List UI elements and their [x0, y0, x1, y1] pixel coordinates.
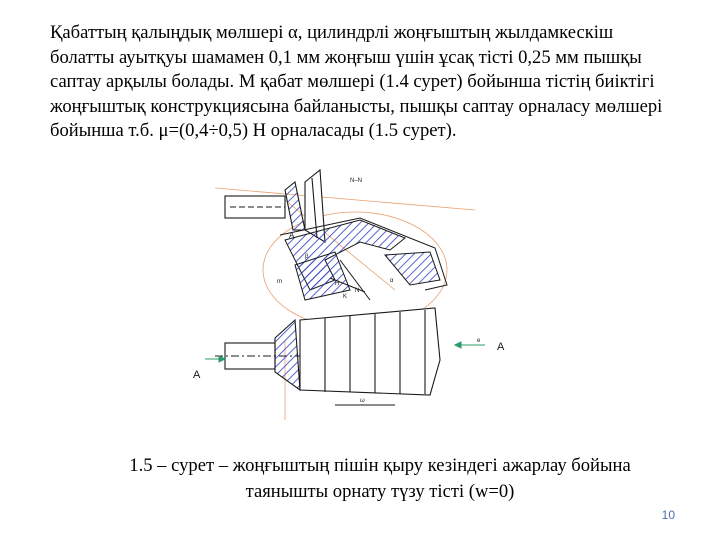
- label-e: e: [477, 338, 481, 344]
- label-a-right: A: [497, 341, 505, 353]
- label-section: N–N: [350, 178, 363, 184]
- cutter-tooth-diagram: [185, 160, 545, 430]
- label-n: N: [355, 288, 360, 294]
- label-k: K: [343, 294, 348, 300]
- label-a-top: A: [289, 231, 295, 240]
- label-h: H: [335, 281, 340, 287]
- label-m: m: [277, 279, 282, 285]
- label-alpha: α: [390, 278, 394, 284]
- upper-shaft: [225, 170, 325, 242]
- label-beta: β: [305, 254, 309, 260]
- label-omega: ω: [360, 398, 365, 404]
- page-number: 10: [661, 508, 675, 522]
- body-paragraph: Қабаттың қалыңдық мөлшері α, цилиндрлі жоңғыштың жылдамкескіш болатты ауытқуы шамамен 0,1 мм жоңғыш үшін ұсақ тісті 0,25 мм пышқы саптау арқылы болады. М қабат мөлшері (1.4 сурет) бойынша тістің биіктігі жоңғыштық конструкциясына байланысты, пышқы саптау орналасу мөлшері бойынша т.б. μ=(0,4÷0,5) Н орналасады (1.5 сурет).: [50, 22, 663, 142]
- lower-tool-body: [215, 308, 440, 395]
- label-a-left: A: [193, 369, 201, 381]
- figure-caption: 1.5 – сурет – жоңғыштың пішін қыру кезіндегі ажарлау бойына таянышты орнату түзу тісті (w=0): [129, 455, 631, 502]
